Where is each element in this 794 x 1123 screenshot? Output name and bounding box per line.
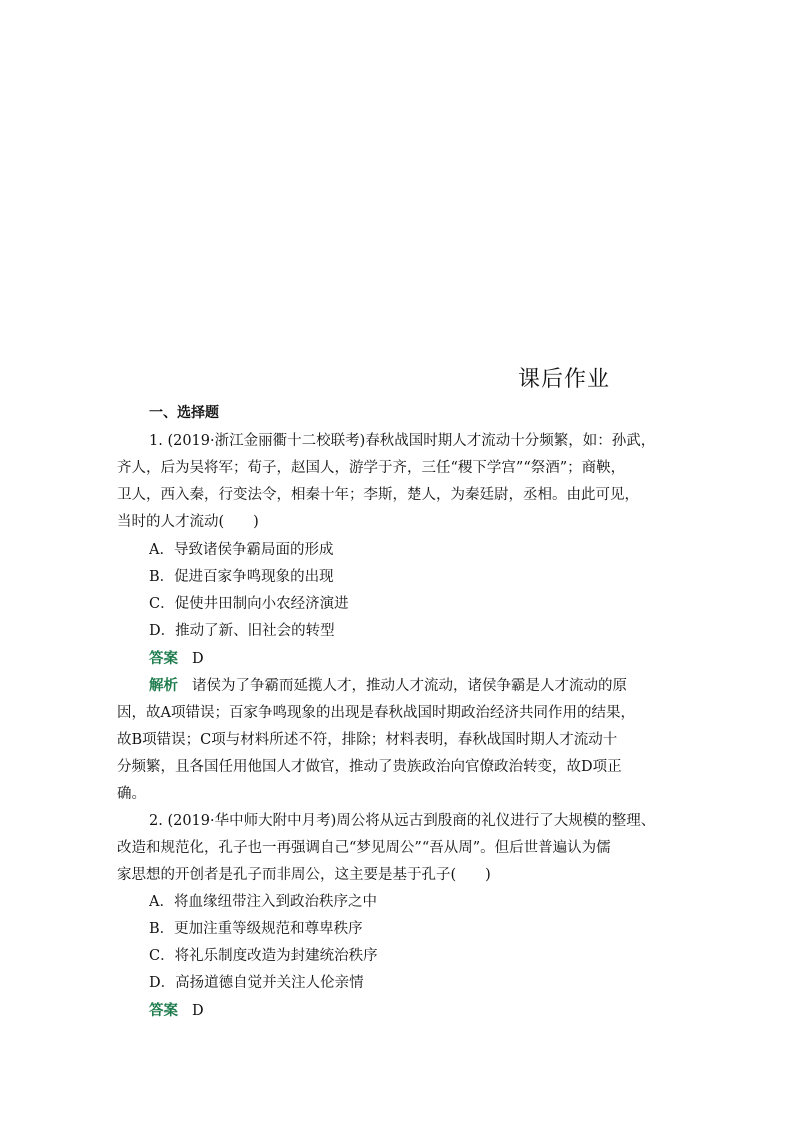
q2-option-d: D．高扬道德自觉并关注人伦亲情 [149, 975, 364, 991]
q1-stem-line: 齐人，后为吴将军；荀子，赵国人，游学于齐，三任“稷下学宫”“祭酒”；商鞅， [117, 460, 626, 476]
q1-stem-line: 当时的人才流动( ) [117, 514, 259, 530]
q1-stem-line: 卫人，西入秦，行变法令，相秦十年；李斯，楚人，为秦廷尉，丞相。由此可见， [117, 487, 639, 503]
q1-analysis-line [149, 674, 687, 695]
q1-analysis-line: 分频繁，且各国任用他国人才做官，推动了贵族政治向官僚政治转变，故D项正 [117, 759, 622, 775]
q1-option-a: A．导致诸侯争霸局面的形成 [149, 542, 334, 558]
q2-stem-line: 2. (2019·华中师大附中月考)周公将从远古到殷商的礼仪进行了大规模的整理、 [149, 813, 656, 829]
section-heading: 一、选择题 [149, 405, 219, 421]
answer-label: 答案 [149, 1003, 178, 1019]
q2-answer [149, 999, 687, 1020]
q1-analysis-line: 确。 [117, 786, 146, 802]
q1-analysis-line: 故B项错误；C项与材料所述不符，排除；材料表明，春秋战国时期人才流动十 [117, 732, 618, 748]
q2-option-c: C．将礼乐制度改造为封建统治秩序 [149, 948, 378, 964]
q1-analysis-line: 因，故A项错误；百家争鸣现象的出现是春秋战国时期政治经济共同作用的结果， [117, 705, 635, 721]
q1-option-b: B．促进百家争鸣现象的出现 [149, 569, 334, 585]
analysis-label: 解析 [149, 678, 178, 694]
analysis-text: 诸侯为了争霸而延揽人才，推动人才流动，诸侯争霸是人才流动的原 [192, 678, 627, 694]
answer-value: D [192, 651, 204, 667]
q2-option-a: A．将血缘纽带注入到政治秩序之中 [149, 894, 377, 910]
page-title: 课后作业 [518, 367, 611, 392]
q1-stem-line: 1. (2019·浙江金丽衢十二校联考)春秋战国时期人才流动十分频繁，如：孙武， [149, 433, 656, 449]
q2-stem-line: 家思想的开创者是孔子而非周公，这主要是基于孔子( ) [117, 867, 491, 883]
q2-stem-line: 改造和规范化，孔子也一再强调自己“梦见周公”“吾从周”。但后世普遍认为儒 [117, 840, 611, 856]
q1-answer [149, 647, 687, 668]
answer-value: D [192, 1003, 204, 1019]
q1-option-d: D．推动了新、旧社会的转型 [149, 623, 335, 639]
q1-option-c: C．促使井田制向小农经济演进 [149, 596, 349, 612]
answer-label: 答案 [149, 651, 178, 667]
q2-option-b: B．更加注重等级规范和尊卑秩序 [149, 921, 363, 937]
